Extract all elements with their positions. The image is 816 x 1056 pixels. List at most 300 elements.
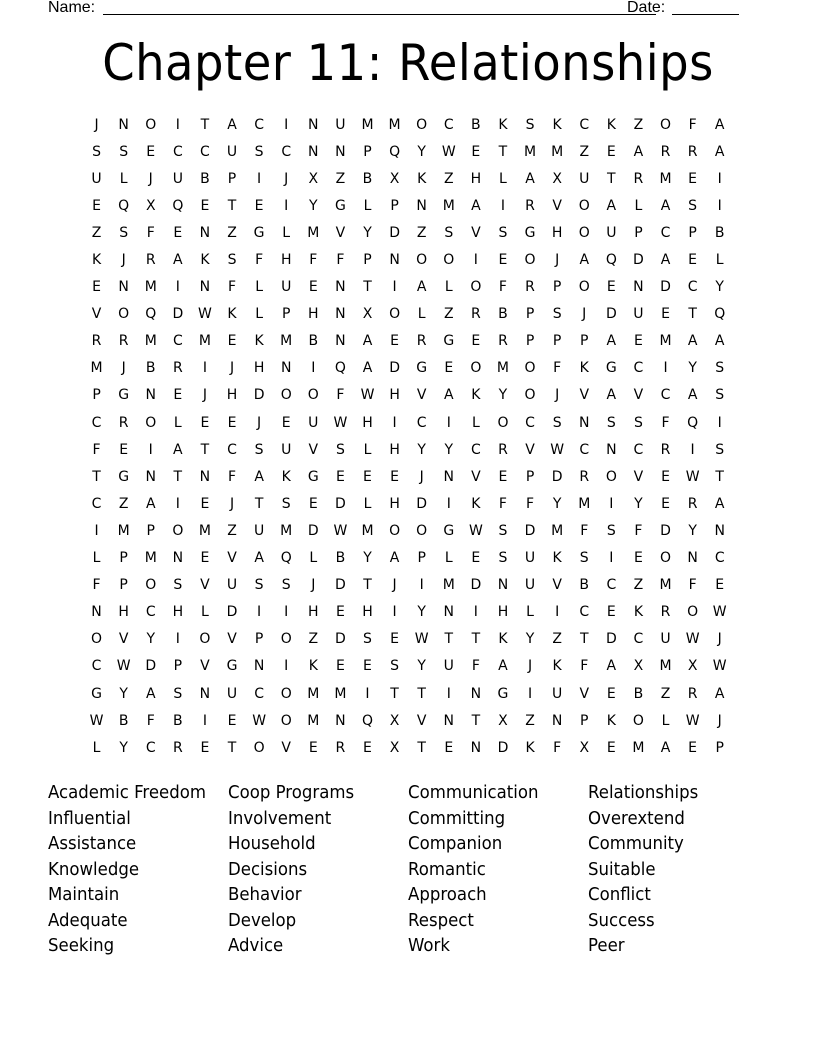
word-bank-item: Assistance xyxy=(48,833,137,854)
grid-letter: K xyxy=(633,604,644,621)
word-bank-item: Overextend xyxy=(588,807,685,829)
grid-letter: I xyxy=(284,604,289,621)
grid-letter: T xyxy=(92,468,101,485)
grid-letter: I xyxy=(473,604,478,621)
grid-letter: F xyxy=(336,387,345,404)
grid-letter: O xyxy=(280,631,292,648)
grid-letter: N xyxy=(280,360,292,377)
grid-letter: E xyxy=(471,333,481,350)
grid-letter: I xyxy=(284,197,289,214)
grid-letter: N xyxy=(335,306,346,323)
grid-letter: O xyxy=(389,306,401,323)
grid-letter: K xyxy=(552,116,562,133)
grid-letter: L xyxy=(661,712,670,729)
grid-letter: C xyxy=(281,143,292,160)
grid-letter: F xyxy=(471,658,480,675)
grid-letter: E xyxy=(200,739,210,756)
grid-letter: S xyxy=(254,577,264,594)
grid-letter: Y xyxy=(525,631,535,648)
grid-letter: H xyxy=(308,306,319,323)
grid-letter: J xyxy=(284,170,289,187)
grid-letter: D xyxy=(335,631,346,648)
grid-letter: T xyxy=(254,495,264,512)
grid-letter: P xyxy=(173,658,183,675)
grid-letter: E xyxy=(308,495,318,512)
grid-letter: C xyxy=(172,143,183,160)
grid-letter: F xyxy=(255,252,264,269)
word-bank-item: Knowledge xyxy=(48,858,140,880)
grid-letter: M xyxy=(659,577,672,594)
grid-letter: F xyxy=(336,252,345,269)
grid-letter: P xyxy=(525,333,535,350)
grid-letter: Z xyxy=(416,224,427,241)
grid-letter: X xyxy=(389,739,400,756)
name-blank-line xyxy=(103,0,656,15)
grid-letter: E xyxy=(390,631,399,648)
grid-letter: S xyxy=(254,441,264,458)
grid-letter: P xyxy=(580,333,589,350)
grid-letter: F xyxy=(553,739,562,756)
grid-letter: L xyxy=(634,197,643,214)
grid-letter: B xyxy=(362,170,373,187)
grid-letter: C xyxy=(606,577,617,594)
grid-letter: V xyxy=(416,387,427,404)
word-bank-item: Decisions xyxy=(228,858,308,880)
grid-letter: W xyxy=(116,658,131,675)
grid-letter: S xyxy=(173,685,183,702)
grid-letter: N xyxy=(199,468,211,485)
grid-letter: G xyxy=(91,685,102,702)
grid-letter: L xyxy=(417,306,426,323)
grid-letter: W xyxy=(550,441,565,458)
word-search-grid xyxy=(83,111,733,761)
grid-letter: J xyxy=(527,658,533,675)
grid-letter: O xyxy=(145,577,157,594)
grid-letter: C xyxy=(91,414,102,431)
grid-letter: I xyxy=(609,550,614,567)
grid-letter: P xyxy=(525,468,535,485)
grid-letter: U xyxy=(443,658,454,675)
grid-letter: R xyxy=(118,414,129,431)
grid-letter: V xyxy=(281,739,291,756)
grid-letter: N xyxy=(118,116,129,133)
word-bank-item: Influential xyxy=(48,807,131,829)
grid-letter: Z xyxy=(443,306,454,323)
grid-letter: E xyxy=(92,197,101,214)
grid-letter: E xyxy=(200,197,210,214)
grid-letter: G xyxy=(307,468,319,485)
grid-letter: R xyxy=(145,252,156,269)
date-label: Date: xyxy=(627,0,666,16)
grid-letter: J xyxy=(229,360,235,377)
grid-letter: B xyxy=(118,712,129,729)
grid-letter: J xyxy=(311,577,316,594)
grid-letter: Y xyxy=(119,685,128,702)
grid-letter: N xyxy=(172,550,184,567)
grid-letter: B xyxy=(714,224,725,241)
grid-letter: K xyxy=(227,306,237,323)
word-bank-item: Involvement xyxy=(228,807,332,829)
grid-letter: A xyxy=(633,143,644,160)
grid-letter: U xyxy=(91,170,102,187)
grid-letter: C xyxy=(145,604,156,621)
grid-letter: C xyxy=(200,143,210,160)
grid-letter: S xyxy=(92,143,101,160)
grid-letter: O xyxy=(524,360,536,377)
grid-letter: T xyxy=(390,685,399,702)
grid-letter: E xyxy=(227,712,237,729)
grid-letter: W xyxy=(252,712,267,729)
grid-letter: T xyxy=(173,468,183,485)
grid-letter: A xyxy=(606,333,617,350)
grid-letter: F xyxy=(309,252,318,269)
grid-letter: C xyxy=(91,658,102,675)
grid-letter: Z xyxy=(443,170,454,187)
grid-letter: A xyxy=(714,116,725,133)
grid-letter: N xyxy=(443,468,454,485)
grid-letter: J xyxy=(202,387,207,404)
grid-letter: U xyxy=(579,170,590,187)
grid-letter: V xyxy=(471,468,481,485)
word-bank-item: Communication xyxy=(408,782,539,803)
grid-letter: I xyxy=(663,360,668,377)
grid-letter: E xyxy=(363,468,372,485)
grid-letter: R xyxy=(498,333,508,350)
grid-letter: B xyxy=(471,116,481,133)
grid-letter: H xyxy=(172,604,184,621)
grid-letter: Z xyxy=(91,224,102,241)
grid-letter: H xyxy=(280,252,292,269)
grid-letter: R xyxy=(172,360,183,377)
grid-letter: C xyxy=(579,116,590,133)
grid-letter: F xyxy=(498,279,507,296)
grid-letter: O xyxy=(280,387,292,404)
grid-letter: H xyxy=(470,170,482,187)
grid-letter: G xyxy=(334,197,346,214)
grid-letter: C xyxy=(633,441,644,458)
grid-letter: J xyxy=(582,306,587,323)
grid-letter: K xyxy=(498,116,508,133)
grid-letter: F xyxy=(146,712,155,729)
grid-letter: C xyxy=(145,739,156,756)
grid-letter: E xyxy=(200,414,210,431)
grid-letter: Z xyxy=(552,631,562,648)
grid-letter: R xyxy=(470,306,481,323)
grid-letter: N xyxy=(687,550,698,567)
grid-letter: E xyxy=(335,604,345,621)
grid-letter: Z xyxy=(227,522,237,539)
grid-letter: I xyxy=(202,360,207,377)
grid-letter: Q xyxy=(687,414,699,431)
grid-letter: S xyxy=(254,143,264,160)
grid-letter: J xyxy=(257,414,262,431)
grid-letter: G xyxy=(416,360,428,377)
grid-letter: M xyxy=(442,577,455,594)
grid-letter: O xyxy=(524,252,536,269)
grid-letter: L xyxy=(499,170,507,187)
grid-letter: N xyxy=(335,333,346,350)
grid-letter: P xyxy=(580,712,589,729)
grid-letter: C xyxy=(714,550,725,567)
grid-letter: I xyxy=(446,414,451,431)
grid-letter: I xyxy=(257,604,262,621)
word-bank-item: Romantic xyxy=(408,858,486,880)
grid-letter: Z xyxy=(660,685,671,702)
grid-letter: E xyxy=(444,739,454,756)
grid-letter: O xyxy=(416,252,428,269)
grid-letter: U xyxy=(633,306,644,323)
grid-letter: D xyxy=(226,604,238,621)
grid-letter: F xyxy=(553,360,562,377)
grid-letter: L xyxy=(92,739,101,756)
grid-letter: I xyxy=(392,604,397,621)
grid-letter: V xyxy=(579,387,590,404)
grid-letter: B xyxy=(173,712,183,729)
grid-letter: W xyxy=(441,143,456,160)
grid-letter: E xyxy=(661,468,670,485)
grid-letter: J xyxy=(229,495,235,512)
grid-letter: I xyxy=(392,414,397,431)
grid-letter: X xyxy=(389,712,400,729)
name-label: Name: xyxy=(48,0,96,16)
grid-letter: E xyxy=(173,387,183,404)
grid-letter: M xyxy=(280,522,293,539)
grid-letter: F xyxy=(580,658,589,675)
grid-letter: W xyxy=(712,604,727,621)
grid-letter: Q xyxy=(714,306,726,323)
grid-letter: Z xyxy=(633,577,644,594)
grid-letter: Q xyxy=(334,360,346,377)
grid-letter: H xyxy=(389,495,400,512)
word-bank-item: Respect xyxy=(408,909,474,931)
grid-letter: Y xyxy=(417,441,426,458)
grid-letter: T xyxy=(200,116,210,133)
grid-letter: S xyxy=(579,550,589,567)
grid-letter: S xyxy=(715,387,725,404)
grid-letter: E xyxy=(715,577,725,594)
grid-letter: O xyxy=(578,224,590,241)
grid-letter: T xyxy=(417,739,426,756)
grid-letter: T xyxy=(227,739,237,756)
grid-letter: S xyxy=(281,577,291,594)
grid-letter: L xyxy=(526,604,534,621)
grid-letter: L xyxy=(309,550,318,567)
grid-letter: F xyxy=(688,116,697,133)
grid-letter: X xyxy=(145,197,156,214)
grid-letter: E xyxy=(633,333,643,350)
grid-letter: M xyxy=(307,712,320,729)
grid-letter: E xyxy=(308,739,318,756)
grid-letter: E xyxy=(335,658,345,675)
grid-letter: P xyxy=(525,306,535,323)
date-blank-line xyxy=(672,0,739,15)
grid-letter: O xyxy=(199,631,211,648)
grid-letter: Y xyxy=(417,143,426,160)
grid-letter: Y xyxy=(309,197,318,214)
grid-letter: E xyxy=(661,495,670,512)
grid-letter: Q xyxy=(145,306,157,323)
grid-letter: M xyxy=(198,522,211,539)
grid-letter: E xyxy=(119,441,129,458)
grid-letter: M xyxy=(551,143,564,160)
word-bank-item: Work xyxy=(408,935,450,956)
grid-letter: F xyxy=(498,495,507,512)
grid-letter: I xyxy=(717,197,722,214)
grid-letter: I xyxy=(555,604,560,621)
grid-letter: Q xyxy=(118,197,130,214)
word-bank-item: Approach xyxy=(408,884,487,905)
grid-letter: V xyxy=(91,306,102,323)
grid-letter: K xyxy=(471,495,481,512)
grid-letter: J xyxy=(148,170,153,187)
grid-letter: K xyxy=(417,170,427,187)
grid-letter: E xyxy=(363,739,372,756)
grid-letter: N xyxy=(199,224,211,241)
grid-letter: W xyxy=(360,387,375,404)
grid-letter: N xyxy=(335,143,346,160)
grid-letter: Z xyxy=(633,116,644,133)
grid-letter: E xyxy=(498,468,508,485)
grid-letter: P xyxy=(552,333,562,350)
grid-letter: K xyxy=(498,631,508,648)
grid-letter: E xyxy=(606,685,616,702)
grid-letter: E xyxy=(688,739,698,756)
grid-letter: V xyxy=(552,577,562,594)
grid-letter: A xyxy=(173,252,183,269)
grid-letter: I xyxy=(473,252,478,269)
grid-letter: D xyxy=(335,495,346,512)
page-title: Chapter 11: Relationships xyxy=(102,34,714,92)
grid-letter: O xyxy=(416,116,428,133)
grid-letter: R xyxy=(91,333,102,350)
grid-letter: E xyxy=(390,333,399,350)
grid-letter: W xyxy=(198,306,212,323)
grid-letter: I xyxy=(148,441,153,458)
grid-letter: N xyxy=(606,441,617,458)
grid-letter: P xyxy=(119,577,128,594)
grid-letter: O xyxy=(443,252,455,269)
grid-letter: T xyxy=(688,306,697,323)
grid-letter: R xyxy=(579,468,590,485)
grid-letter: K xyxy=(606,712,616,729)
grid-letter: E xyxy=(227,333,237,350)
grid-letter: N xyxy=(714,522,725,539)
grid-letter: P xyxy=(715,739,724,756)
grid-letter: A xyxy=(660,739,671,756)
grid-letter: F xyxy=(92,441,101,458)
grid-letter: U xyxy=(172,170,183,187)
grid-letter: O xyxy=(172,522,184,539)
grid-letter: C xyxy=(525,414,535,431)
grid-letter: H xyxy=(308,604,319,621)
grid-letter: H xyxy=(389,441,400,458)
grid-letter: A xyxy=(606,658,617,675)
grid-letter: C xyxy=(416,414,427,431)
grid-letter: Q xyxy=(172,197,184,214)
grid-letter: O xyxy=(497,414,509,431)
grid-letter: N xyxy=(335,279,346,296)
grid-letter: T xyxy=(498,143,508,160)
grid-letter: N xyxy=(91,604,102,621)
grid-letter: M xyxy=(144,550,157,567)
grid-letter: H xyxy=(226,387,238,404)
grid-letter: D xyxy=(497,739,509,756)
grid-letter: U xyxy=(281,441,292,458)
grid-letter: K xyxy=(200,252,210,269)
grid-letter: W xyxy=(333,414,348,431)
grid-letter: K xyxy=(552,658,562,675)
grid-letter: A xyxy=(687,333,698,350)
grid-letter: S xyxy=(390,658,400,675)
grid-letter: I xyxy=(202,712,207,729)
grid-letter: Y xyxy=(634,495,643,512)
grid-letter: A xyxy=(714,495,725,512)
grid-letter: S xyxy=(119,143,129,160)
grid-letter: U xyxy=(524,577,536,594)
grid-letter: Z xyxy=(308,631,319,648)
grid-letter: S xyxy=(335,441,345,458)
grid-letter: T xyxy=(444,631,454,648)
word-bank-item: Behavior xyxy=(228,884,302,905)
grid-letter: C xyxy=(172,333,183,350)
grid-letter: F xyxy=(227,279,237,296)
grid-letter: J xyxy=(121,360,126,377)
grid-letter: A xyxy=(660,197,671,214)
grid-letter: F xyxy=(634,522,643,539)
grid-letter: O xyxy=(632,712,644,729)
grid-letter: B xyxy=(335,550,346,567)
grid-letter: L xyxy=(201,604,209,621)
grid-letter: T xyxy=(417,685,426,702)
grid-letter: S xyxy=(606,414,616,431)
grid-letter: D xyxy=(416,495,428,512)
grid-letter: J xyxy=(555,387,560,404)
grid-letter: I xyxy=(175,495,180,512)
grid-letter: S xyxy=(525,116,535,133)
grid-letter: G xyxy=(118,468,130,485)
grid-letter: Y xyxy=(146,631,156,648)
grid-letter: B xyxy=(633,685,644,702)
grid-letter: O xyxy=(280,685,292,702)
grid-letter: U xyxy=(226,577,238,594)
grid-letter: T xyxy=(227,197,237,214)
grid-letter: M xyxy=(659,333,672,350)
grid-letter: R xyxy=(687,685,698,702)
grid-letter: S xyxy=(633,414,643,431)
grid-letter: D xyxy=(307,522,319,539)
grid-letter: W xyxy=(89,712,104,729)
grid-letter: Y xyxy=(552,495,562,512)
grid-letter: T xyxy=(471,712,481,729)
grid-letter: V xyxy=(633,387,644,404)
grid-letter: K xyxy=(579,360,589,377)
grid-letter: P xyxy=(281,306,291,323)
grid-letter: B xyxy=(308,333,319,350)
grid-letter: S xyxy=(227,252,237,269)
grid-letter: G xyxy=(118,387,130,404)
word-bank xyxy=(48,780,768,959)
grid-letter: N xyxy=(253,658,265,675)
grid-letter: X xyxy=(552,170,562,187)
grid-letter: G xyxy=(524,224,536,241)
grid-letter: Y xyxy=(363,224,372,241)
grid-letter: R xyxy=(172,739,183,756)
grid-letter: P xyxy=(552,279,562,296)
grid-letter: O xyxy=(578,197,590,214)
grid-letter: V xyxy=(335,224,346,241)
grid-letter: D xyxy=(172,306,184,323)
grid-letter: F xyxy=(661,414,670,431)
